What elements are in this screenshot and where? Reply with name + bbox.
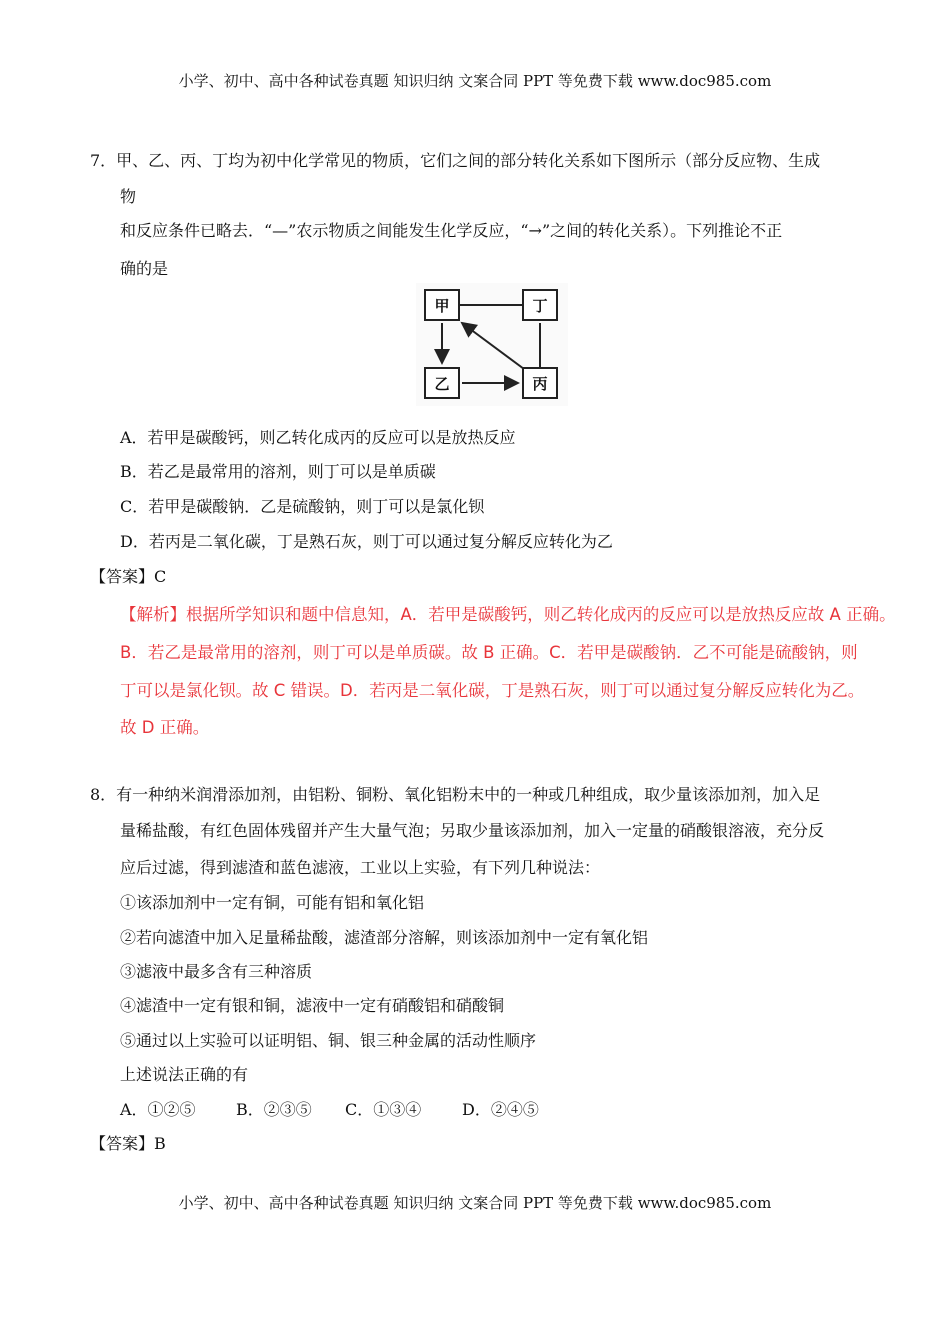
q8-stem-line1: 8．有一种纳米润滑添加剂，由铝粉、铜粉、氧化铝粉末中的一种或几种组成，取少量该添加剂，加入足 bbox=[90, 785, 821, 804]
q7-analysis-line3: 丁可以是氯化钡。故 C 错误。D．若丙是二氧化碳，丁是熟石灰，则丁可以通过复分解反应转化为乙。 bbox=[120, 681, 865, 700]
q7-analysis-line2: B．若乙是最常用的溶剂，则丁可以是单质碳。故 B 正确。C．若甲是碳酸钠．乙不可能是硫酸钠，则 bbox=[120, 643, 858, 662]
arrow-bing-to-jia bbox=[462, 323, 524, 369]
q8-statement-2: ②若向滤渣中加入足量稀盐酸，滤渣部分溶解，则该添加剂中一定有氧化铝 bbox=[120, 928, 649, 947]
q7-analysis-line1: 【解析】根据所学知识和题中信息知，A．若甲是碳酸钙，则乙转化成丙的反应可以是放热反应故 A 正确。 bbox=[120, 605, 896, 624]
page-footer: 小学、初中、高中各种试卷真题 知识归纳 文案合同 PPT 等免费下载 www.doc985.com bbox=[178, 1194, 772, 1212]
q7-analysis-line4: 故 D 正确。 bbox=[120, 718, 210, 737]
q7-option-c: C．若甲是碳酸钠．乙是硫酸钠，则丁可以是氯化钡 bbox=[120, 497, 485, 516]
q8-stem-line3: 应后过滤，得到滤渣和蓝色滤液，工业以上实验，有下列几种说法： bbox=[120, 858, 601, 877]
node-ding: 丁 bbox=[522, 289, 558, 321]
q8-statement-1: ①该添加剂中一定有铜，可能有铝和氧化铝 bbox=[120, 893, 425, 912]
q8-statement-5: ⑤通过以上实验可以证明铝、铜、银三种金属的活动性顺序 bbox=[120, 1031, 537, 1050]
q7-stem-line1: 7．甲、乙、丙、丁均为初中化学常见的物质，它们之间的部分转化关系如下图所示（部分反应物、生成 bbox=[90, 151, 821, 170]
q7-answer: 【答案】C bbox=[90, 567, 167, 586]
q8-stem-line2: 量稀盐酸，有红色固体残留并产生大量气泡；另取少量该添加剂，加入一定量的硝酸银溶液，充分反 bbox=[120, 821, 825, 840]
q7-option-d: D．若丙是二氧化碳，丁是熟石灰，则丁可以通过复分解反应转化为乙 bbox=[120, 532, 613, 551]
node-yi: 乙 bbox=[424, 367, 460, 399]
q8-choice-d: D．②④⑤ bbox=[462, 1100, 539, 1119]
conversion-diagram bbox=[416, 283, 568, 406]
q8-choice-a: A．①②⑤ bbox=[120, 1100, 196, 1119]
q7-option-a: A．若甲是碳酸钙，则乙转化成丙的反应可以是放热反应 bbox=[120, 428, 516, 447]
q7-option-b: B．若乙是最常用的溶剂，则丁可以是单质碳 bbox=[120, 462, 436, 481]
q7-stem-line2: 物 bbox=[120, 187, 137, 206]
page-header: 小学、初中、高中各种试卷真题 知识归纳 文案合同 PPT 等免费下载 www.doc985.com bbox=[178, 72, 772, 90]
q7-stem-line4: 确的是 bbox=[120, 259, 169, 278]
q8-statement-4: ④滤渣中一定有银和铜，滤液中一定有硝酸铝和硝酸铜 bbox=[120, 996, 505, 1015]
q7-stem-line3: 和反应条件已略去．“—”农示物质之间能发生化学反应，“→”之间的转化关系）。下列推论不正 bbox=[120, 221, 783, 240]
node-bing: 丙 bbox=[522, 367, 558, 399]
q8-answer: 【答案】B bbox=[90, 1134, 166, 1153]
node-jia: 甲 bbox=[424, 289, 460, 321]
q8-prompt: 上述说法正确的有 bbox=[120, 1065, 249, 1084]
q8-statement-3: ③滤液中最多含有三种溶质 bbox=[120, 962, 313, 981]
q8-choice-c: C．①③④ bbox=[345, 1100, 422, 1119]
q8-choice-b: B．②③⑤ bbox=[236, 1100, 312, 1119]
